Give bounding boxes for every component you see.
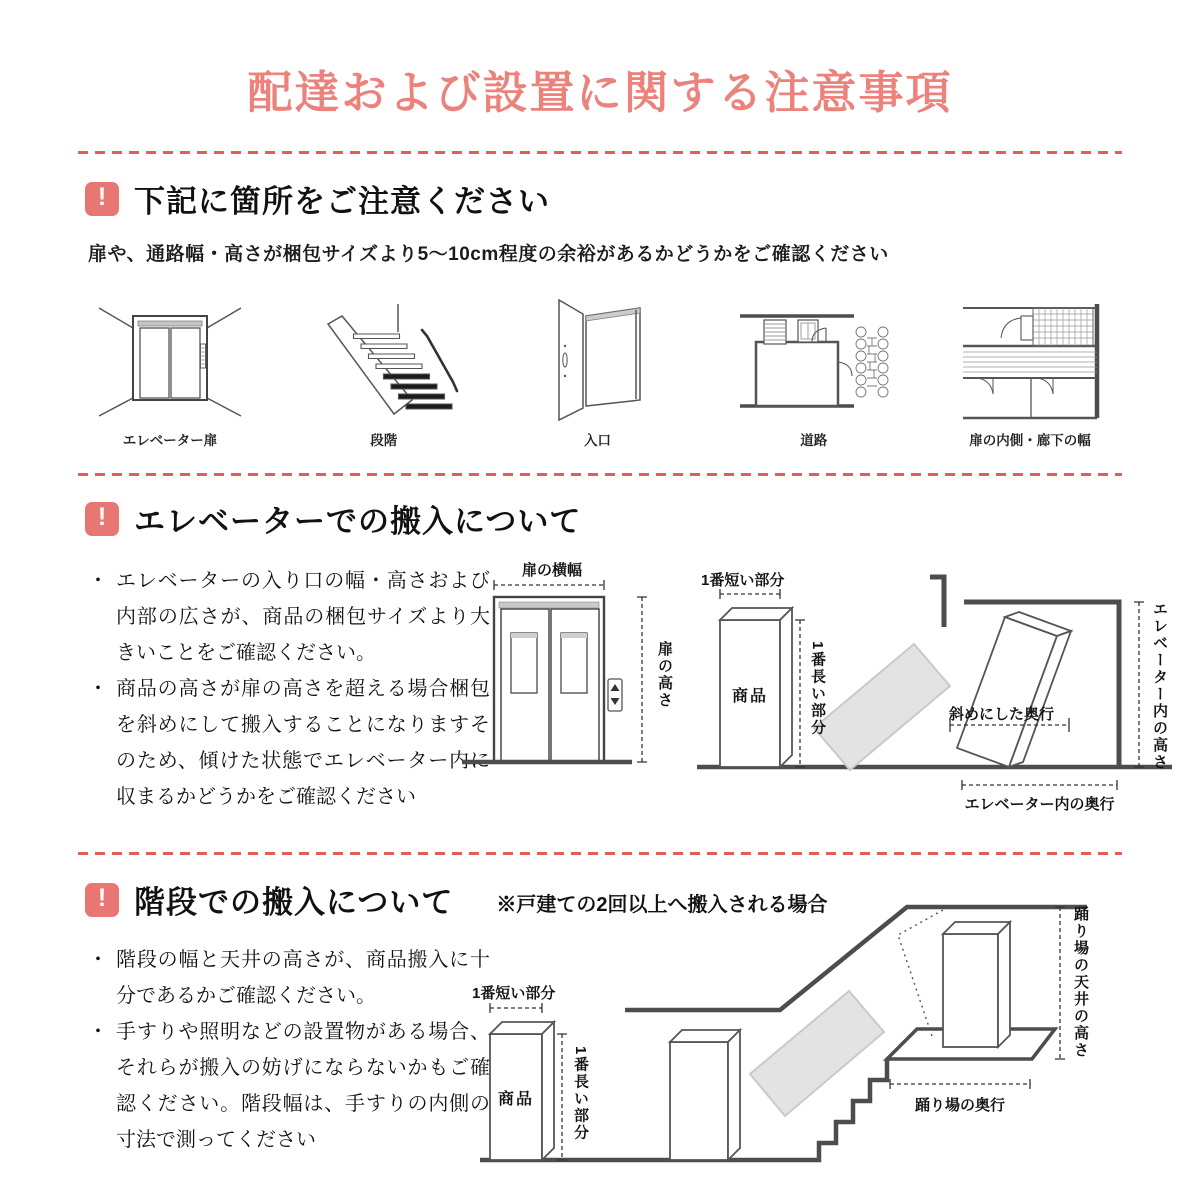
hallway-floorplan-icon [955,300,1105,422]
label-longest-part: 1番長い部分 [809,641,826,737]
divider-mid2 [78,852,1122,855]
figure-entrance [523,296,673,449]
section-elevator-heading: エレベーターでの搬入について [134,504,582,539]
section-elevator-header [85,496,1200,541]
section-stairs-body [0,906,1200,1199]
label-longest-part: 1番長い部分 [572,1046,589,1142]
figure-hallway [955,300,1105,449]
label-door-width: 扉の横幅 [521,562,582,579]
section-elevator-body [0,557,1200,822]
section-stairs-note: ※戸建ての2回以上へ搬入される場合 [496,894,828,916]
list-item [88,563,490,671]
label-shortest-part: 1番短い部分 [472,985,556,1002]
list-item [88,671,490,815]
figure-caption: 入口 [584,433,611,448]
bullet-text: 階段の幅と天井の高さが、商品搬入に十分であるかご確認ください。 [116,949,490,1007]
section-attention [0,176,1200,449]
divider-top [78,151,1122,154]
list-item [88,1014,490,1158]
figure-caption: 扉の内側・廊下の幅 [969,433,1091,448]
warning-icon: ! [85,502,119,536]
figure-elevator-door [95,300,245,449]
label-inner-height: エレベーター内の高さ [1151,601,1168,771]
bullet-marker: ・ [88,949,108,971]
label-landing-ceiling-height: 踊り場の天井の高さ [1072,906,1089,1059]
label-product: 商品 [497,1091,534,1108]
label-inner-depth: エレベーター内の奥行 [964,796,1115,813]
warning-icon: ! [85,182,119,216]
figure-stairs [306,300,461,449]
bullet-marker: ・ [88,1021,108,1043]
figure-road [734,300,894,449]
label-tilted-depth: 斜めにした奥行 [949,706,1055,723]
label-landing-depth: 踊り場の奥行 [914,1097,1005,1114]
section-elevator [0,496,1200,822]
figure-caption: 道路 [800,433,828,448]
entrance-door-icon [523,296,673,422]
section-attention-subtitle: 扉や、通路幅・高さが梱包サイズより5〜10cm程度の余裕があるかどうかをご確認ください [88,244,889,265]
bullet-text: エレベーターの入り口の幅・高さおよび内部の広さが、商品の梱包サイズより大きいことをご確認ください。 [116,570,490,664]
bullet-marker: ・ [88,678,108,700]
warning-icon: ! [85,883,119,917]
list-item [88,942,490,1014]
figure-elevator-front [462,557,697,822]
stairs-icon [306,300,461,422]
label-shortest-part: 1番短い部分 [701,572,785,589]
label-door-height: 扉の高さ [656,641,673,709]
section-attention-heading: 下記に箇所をご注意ください [134,184,550,219]
bullet-marker: ・ [88,570,108,592]
page-title: 配達および設置に関する注意事項 [247,67,953,118]
staircase-drawing [470,904,1130,1199]
figure-caption: 段階 [370,433,398,448]
bullet-text: 商品の高さが扉の高さを超える場合梱包を斜めにして搬入することになりますそのため、傾けた状態でエレベーター内に収まるかどうかをご確認ください [116,678,490,808]
divider-mid1 [78,473,1122,476]
figure-elevator-interior [697,557,1182,822]
checkpoint-figures-row [95,296,1105,449]
section-attention-header [85,176,1200,221]
road-floorplan-icon [734,300,894,422]
figure-caption: エレベーター扉 [122,433,218,448]
figure-staircase-scene [470,904,1130,1199]
stairs-bullet-list [88,936,490,1158]
elevator-bullet-list [88,557,490,815]
label-product: 商品 [731,688,768,705]
section-stairs-heading: 階段での搬入について [134,885,454,920]
section-stairs [0,877,1200,1199]
bullet-text: 手すりや照明などの設置物がある場合、それらが搬入の妨げにならないかもご確認ください。階段幅は、手すりの内側の寸法で測ってください [116,1021,490,1151]
elevator-door-icon [95,300,245,422]
